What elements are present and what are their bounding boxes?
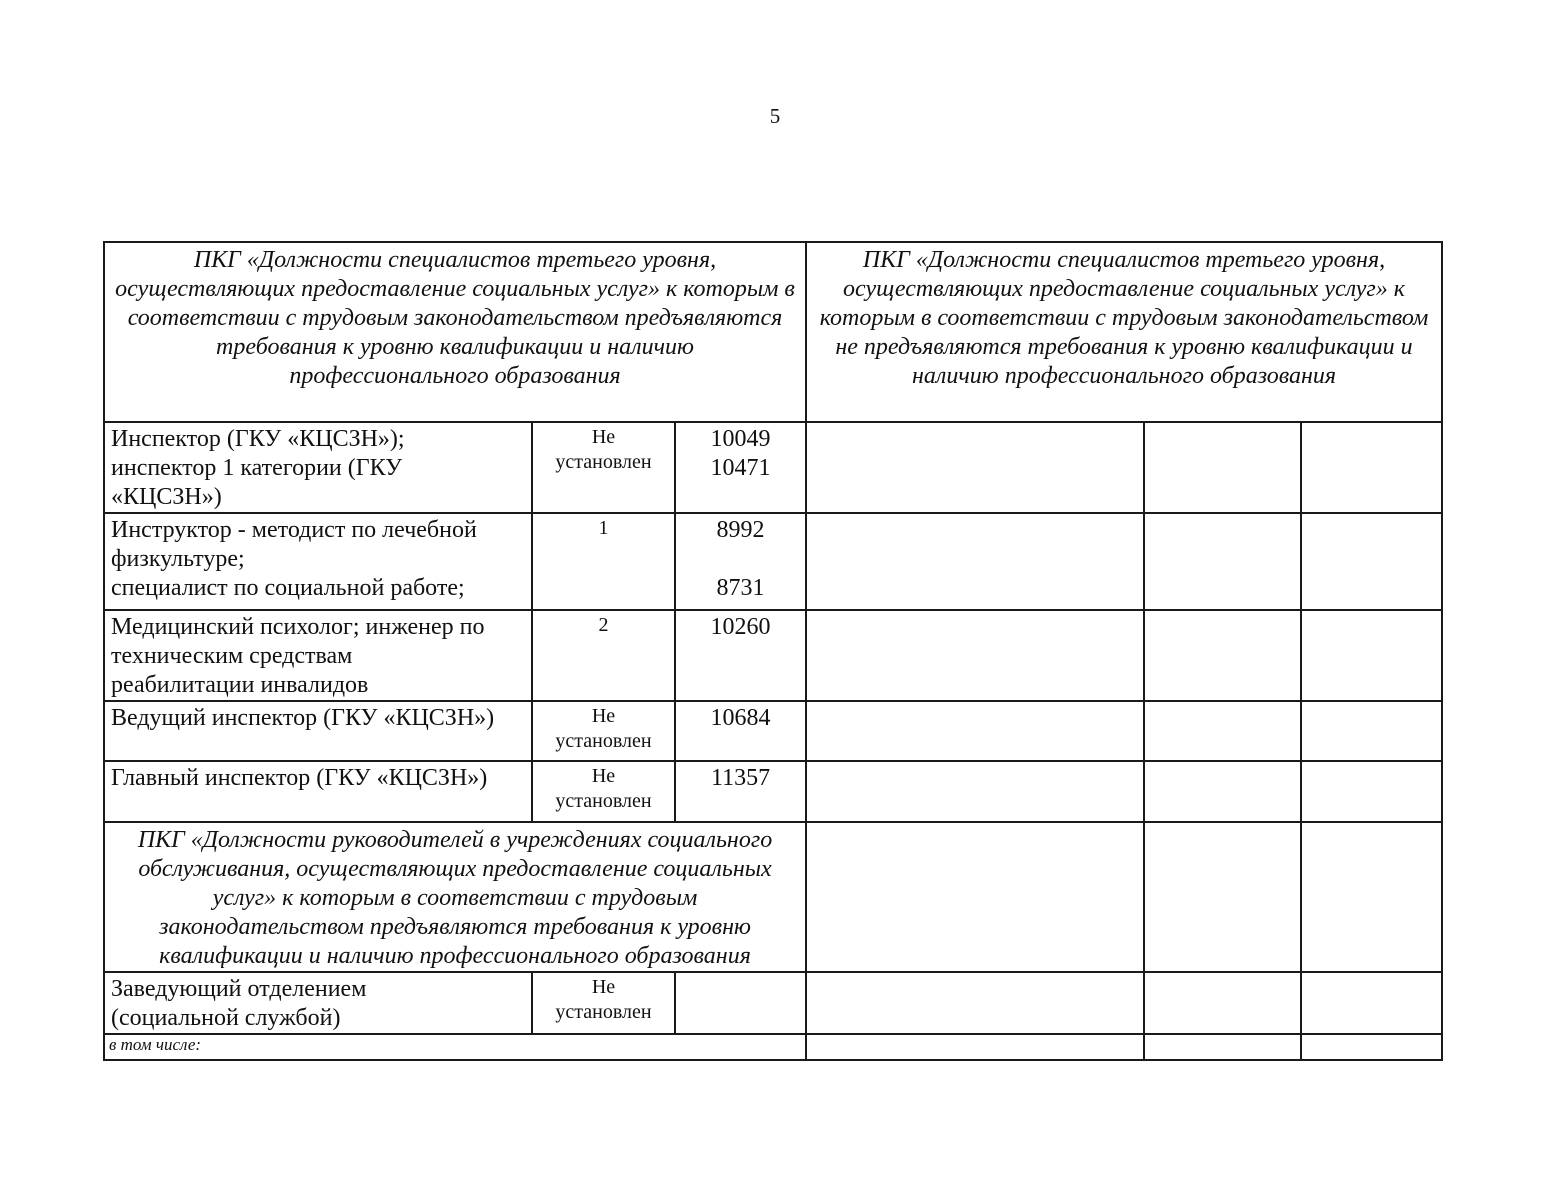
empty-cell bbox=[1144, 761, 1301, 822]
salary-value: 10471 bbox=[710, 455, 771, 481]
empty-cell bbox=[1301, 761, 1442, 822]
empty-cell bbox=[1144, 822, 1301, 972]
table-row bbox=[104, 513, 1442, 610]
empty-cell bbox=[1301, 513, 1442, 610]
qualification-level-cell bbox=[532, 422, 675, 513]
left-group-header: ПКГ «Должности специалистов третьего уровня, осуществляющих предоставление социальных услуг» к которым в соответствии с трудовым законодательством предъявляются требования к уровню квалификации и наличию профессионального образования bbox=[104, 242, 806, 422]
position-name-line: физкультуре; bbox=[111, 546, 245, 572]
empty-cell bbox=[1301, 1034, 1442, 1060]
qualification-level-line: 2 bbox=[598, 614, 609, 636]
empty-cell bbox=[1144, 701, 1301, 761]
empty-cell bbox=[1144, 1034, 1301, 1060]
empty-cell bbox=[806, 822, 1144, 972]
qualification-level-line: установлен bbox=[555, 790, 652, 812]
position-name-line: Инструктор - методист по лечебной bbox=[111, 517, 477, 543]
position-name-line: инспектор 1 категории (ГКУ bbox=[111, 455, 403, 481]
salary-cell bbox=[675, 761, 806, 822]
position-name-cell bbox=[104, 701, 532, 761]
qualification-level-cell bbox=[532, 701, 675, 761]
qualification-level-line: установлен bbox=[555, 451, 652, 473]
salary-cell bbox=[675, 701, 806, 761]
position-name-line: (социальной службой) bbox=[111, 1005, 341, 1031]
position-name-line: Заведующий отделением bbox=[111, 976, 367, 1002]
salary-cell bbox=[675, 972, 806, 1034]
section-header-cell: ПКГ «Должности руководителей в учреждениях социального обслуживания, осуществляющих предоставление социальных услуг» к которым в соответствии с трудовым законодательством предъявляются требования к уровню квалификации и наличию профессионального образования bbox=[104, 822, 806, 972]
right-group-header: ПКГ «Должности специалистов третьего уровня, осуществляющих предоставление социальных услуг» к которым в соответствии с трудовым законодательством не предъявляются требования к уровню квалификации и наличию профессионального образования bbox=[806, 242, 1442, 422]
position-name-line: техническим средствам bbox=[111, 643, 353, 669]
qualification-level-line: Не bbox=[591, 705, 616, 727]
position-name-line: специалист по социальной работе; bbox=[111, 575, 465, 601]
empty-cell bbox=[806, 513, 1144, 610]
position-name-line: реабилитации инвалидов bbox=[111, 672, 369, 698]
empty-cell bbox=[1301, 422, 1442, 513]
salary-value: 10684 bbox=[710, 705, 771, 731]
empty-cell bbox=[1301, 972, 1442, 1034]
empty-cell bbox=[1144, 513, 1301, 610]
qualification-level-line: установлен bbox=[555, 1001, 652, 1023]
table-row bbox=[104, 422, 1442, 513]
salary-value: 8731 bbox=[716, 575, 765, 601]
table-row bbox=[104, 761, 1442, 822]
qualification-level-line: 1 bbox=[598, 517, 609, 539]
table-row bbox=[104, 610, 1442, 701]
position-name-cell bbox=[104, 513, 532, 610]
position-name-line: Главный инспектор (ГКУ «КЦСЗН») bbox=[111, 765, 488, 791]
position-name-cell bbox=[104, 972, 532, 1034]
position-name-line: Ведущий инспектор (ГКУ «КЦСЗН») bbox=[111, 705, 495, 731]
qualification-level-line: Не bbox=[591, 976, 616, 998]
salary-cell bbox=[675, 513, 806, 610]
qualification-level-line: Не bbox=[591, 765, 616, 787]
empty-cell bbox=[1144, 972, 1301, 1034]
position-name-line: Инспектор (ГКУ «КЦСЗН»); bbox=[111, 426, 405, 452]
position-name-line: Медицинский психолог; инженер по bbox=[111, 614, 485, 640]
header-row bbox=[104, 242, 1442, 422]
empty-cell bbox=[1301, 701, 1442, 761]
salary-value bbox=[676, 545, 805, 574]
qualification-level-cell bbox=[532, 610, 675, 701]
empty-cell bbox=[806, 761, 1144, 822]
qualification-level-cell bbox=[532, 513, 675, 610]
salary-table bbox=[103, 241, 1443, 1061]
empty-cell bbox=[1144, 422, 1301, 513]
empty-cell bbox=[1301, 610, 1442, 701]
salary-value: 10049 bbox=[710, 426, 771, 452]
empty-cell bbox=[806, 701, 1144, 761]
empty-cell bbox=[1144, 610, 1301, 701]
salary-value: 10260 bbox=[710, 614, 771, 640]
empty-cell bbox=[806, 422, 1144, 513]
salary-cell bbox=[675, 610, 806, 701]
qualification-level-line: Не bbox=[591, 426, 616, 448]
position-name-line: «КЦСЗН») bbox=[111, 484, 222, 510]
note-row bbox=[104, 1034, 1442, 1060]
empty-cell bbox=[806, 1034, 1144, 1060]
position-name-cell bbox=[104, 422, 532, 513]
salary-value: 11357 bbox=[710, 765, 771, 791]
table-row bbox=[104, 972, 1442, 1034]
table-row bbox=[104, 701, 1442, 761]
qualification-level-cell bbox=[532, 972, 675, 1034]
empty-cell bbox=[806, 972, 1144, 1034]
qualification-level-line: установлен bbox=[555, 730, 652, 752]
note-cell: в том числе: bbox=[104, 1034, 806, 1060]
page-number: 5 bbox=[769, 104, 781, 128]
salary-value: 8992 bbox=[716, 517, 765, 543]
position-name-cell bbox=[104, 610, 532, 701]
qualification-level-cell bbox=[532, 761, 675, 822]
empty-cell bbox=[806, 610, 1144, 701]
position-name-cell bbox=[104, 761, 532, 822]
section-header-row bbox=[104, 822, 1442, 972]
empty-cell bbox=[1301, 822, 1442, 972]
salary-cell bbox=[675, 422, 806, 513]
